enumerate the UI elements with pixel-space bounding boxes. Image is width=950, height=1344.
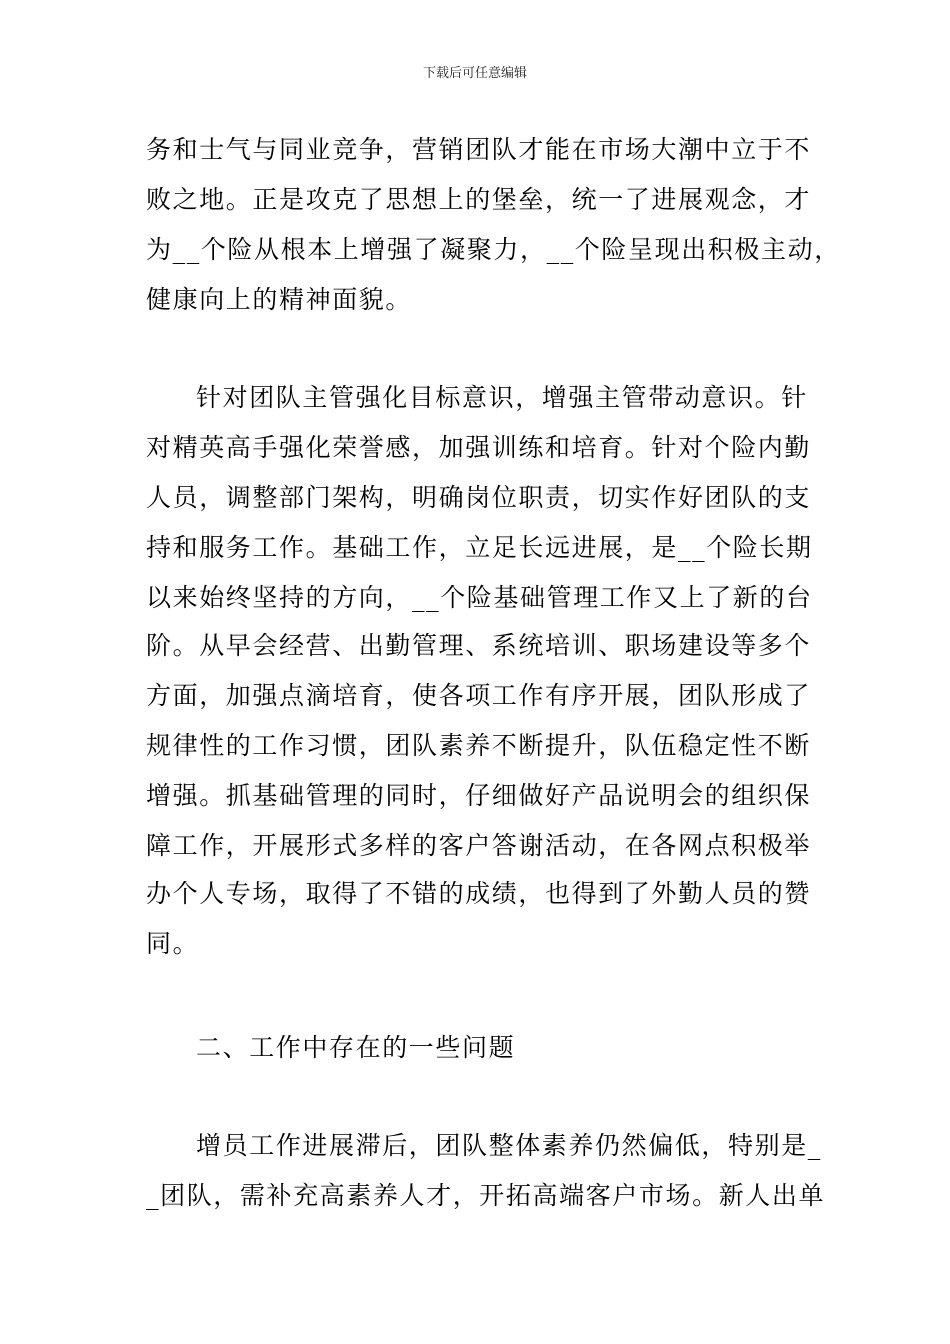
text-line: 障工作，开展形式多样的客户答谢活动，在各网点积极举 xyxy=(146,831,812,860)
heading-text: 二、工作中存在的一些问题 xyxy=(196,1033,516,1062)
text-line: 方面，加强点滴培育，使各项工作有序开展，团队形成了 xyxy=(146,681,812,710)
text-line: 阶。从早会经营、出勤管理、系统培训、职场建设等多个 xyxy=(146,631,812,660)
text-line: 败之地。正是攻克了思想上的堡垒，统一了进展观念，才 xyxy=(146,185,812,214)
text-line: 以来始终坚持的方向，__个险基础管理工作又上了新的台 xyxy=(146,583,813,612)
text-line: 规律性的工作习惯，团队素养不断提升，队伍稳定性不断 xyxy=(146,731,812,760)
text-line: 持和服务工作。基础工作，立足长远进展，是__个险长期 xyxy=(146,533,813,562)
text-line: 办个人专场，取得了不错的成绩，也得到了外勤人员的赞 xyxy=(146,879,812,908)
text-line: 健康向上的精神面貌。 xyxy=(146,285,413,314)
text-line: 对精英高手强化荣誉感，加强训练和培育。针对个险内勤 xyxy=(146,433,812,462)
text-line: 增强。抓基础管理的同时，仔细做好产品说明会的组织保 xyxy=(146,781,812,810)
text-line: 人员，调整部门架构，明确岗位职责，切实作好团队的支 xyxy=(146,483,812,512)
text-line: 针对团队主管强化目标意识，增强主管带动意识。针 xyxy=(196,383,808,412)
page-header: 下载后可任意编辑 xyxy=(422,66,527,81)
text-line: 增员工作进展滞后，团队整体素养仍然偏低，特别是_ xyxy=(196,1131,822,1160)
text-line: 务和士气与同业竞争，营销团队才能在市场大潮中立于不 xyxy=(146,135,812,164)
text-line: 同。 xyxy=(146,929,200,958)
text-line: 为__个险从根本上增强了凝聚力，__个险呈现出积极主动， xyxy=(146,235,841,264)
text-line: _团队，需补充高素养人才，开拓高端客户市场。新人出单 xyxy=(146,1181,826,1210)
